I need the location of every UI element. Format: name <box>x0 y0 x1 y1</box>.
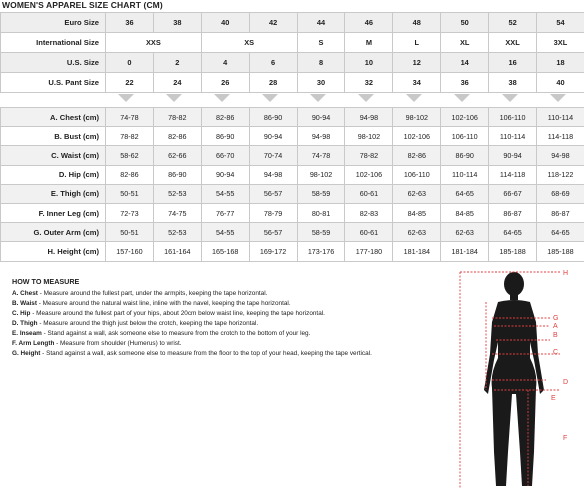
cell-us-size: 10 <box>345 53 393 73</box>
down-arrow-icon <box>358 94 374 102</box>
measure-term: F. Arm Length <box>12 340 55 347</box>
cell-euro: 44 <box>297 13 345 33</box>
measure-term: E. Inseam <box>12 330 42 337</box>
table-cell: 82-86 <box>106 165 154 184</box>
table-cell: 94-98 <box>249 165 297 184</box>
cell-us-pant: 32 <box>345 73 393 93</box>
cell-us-size: 0 <box>106 53 154 73</box>
table-cell: 52-53 <box>153 223 201 242</box>
table-cell: 78-82 <box>153 108 201 127</box>
row-label-euro: Euro Size <box>1 13 106 33</box>
table-cell: 102-106 <box>441 108 489 127</box>
cell-us-size: 12 <box>393 53 441 73</box>
body-measurement-table <box>0 107 584 262</box>
table-cell: 50-51 <box>106 223 154 242</box>
table-row <box>1 108 584 127</box>
table-cell: 181-184 <box>441 242 489 261</box>
cell-us-pant: 26 <box>201 73 249 93</box>
table-row <box>1 127 584 146</box>
table-cell: 64-65 <box>489 223 537 242</box>
table-row <box>1 53 584 73</box>
measure-text: - Stand against a wall, ask someone else to measure from the floor to the top of your head, keeping the tape vertical. <box>40 350 372 357</box>
table-cell: 62-66 <box>153 146 201 165</box>
table-cell: 86-87 <box>489 203 537 222</box>
list-item <box>12 289 462 299</box>
cell-us-size: 2 <box>153 53 201 73</box>
size-conversion-table <box>0 12 584 93</box>
table-cell: 157-160 <box>106 242 154 261</box>
table-cell: 114-118 <box>489 165 537 184</box>
table-row <box>1 73 584 93</box>
table-cell: 94-98 <box>537 146 584 165</box>
cell-us-pant: 28 <box>249 73 297 93</box>
table-cell: 82-86 <box>393 146 441 165</box>
cell-us-size: 16 <box>489 53 537 73</box>
table-cell: 64-65 <box>537 223 584 242</box>
table-cell: 169-172 <box>249 242 297 261</box>
row-label: A. Chest (cm) <box>1 108 106 127</box>
row-label: D. Hip (cm) <box>1 165 106 184</box>
measure-text: - Measure from shoulder (Humerus) to wrist. <box>54 340 182 347</box>
table-cell: 177-180 <box>345 242 393 261</box>
table-cell: 82-86 <box>201 108 249 127</box>
cell-us-size: 18 <box>537 53 584 73</box>
table-cell: 72-73 <box>106 203 154 222</box>
list-item <box>12 319 462 329</box>
cell-us-size: 6 <box>249 53 297 73</box>
table-cell: 60-61 <box>345 184 393 203</box>
cell-euro: 38 <box>153 13 201 33</box>
cell-us-pant: 36 <box>441 73 489 93</box>
woman-silhouette <box>484 272 544 486</box>
measure-text: - Measure around the thigh just below the crotch, keeping the tape horizontal. <box>37 320 259 327</box>
table-cell: 78-79 <box>249 203 297 222</box>
table-cell: 98-102 <box>393 108 441 127</box>
how-to-heading: HOW TO MEASURE <box>12 277 80 286</box>
table-cell: 118-122 <box>537 165 584 184</box>
table-cell: 90-94 <box>249 127 297 146</box>
cell-us-pant: 24 <box>153 73 201 93</box>
row-label: G. Outer Arm (cm) <box>1 223 106 242</box>
table-cell: 66-67 <box>489 184 537 203</box>
down-arrow-icon <box>310 94 326 102</box>
table-cell: 86-90 <box>441 146 489 165</box>
table-cell: 94-98 <box>345 108 393 127</box>
table-cell: 84-85 <box>441 203 489 222</box>
table-cell: 106-110 <box>489 108 537 127</box>
label-a: A <box>553 323 558 330</box>
cell-euro: 46 <box>345 13 393 33</box>
cell-euro: 36 <box>106 13 154 33</box>
down-arrow-icon <box>406 94 422 102</box>
down-arrow-icon <box>262 94 278 102</box>
table-cell: 90-94 <box>489 146 537 165</box>
table-cell: 58-59 <box>297 223 345 242</box>
table-cell: 181-184 <box>393 242 441 261</box>
measure-text: - Measure around the fullest part, under the armpits, keeping the tape horizontal. <box>37 290 268 297</box>
table-cell: 98-102 <box>297 165 345 184</box>
table-cell: 54-55 <box>201 223 249 242</box>
table-row <box>1 242 584 261</box>
row-label: H. Height (cm) <box>1 242 106 261</box>
table-row <box>1 13 584 33</box>
down-arrow-icon <box>118 94 134 102</box>
cell-intl: S <box>297 33 345 53</box>
table-cell: 86-87 <box>537 203 584 222</box>
cell-euro: 42 <box>249 13 297 33</box>
label-f: F <box>563 435 568 442</box>
table-cell: 86-90 <box>201 127 249 146</box>
row-label-international: International Size <box>1 33 106 53</box>
table-cell: 161-164 <box>153 242 201 261</box>
how-to-list <box>12 289 462 359</box>
cell-us-pant: 38 <box>489 73 537 93</box>
cell-intl: XXL <box>489 33 537 53</box>
cell-intl: L <box>393 33 441 53</box>
table-cell: 84-85 <box>393 203 441 222</box>
table-cell: 106-110 <box>441 127 489 146</box>
measure-term: A. Chest <box>12 290 38 297</box>
table-cell: 94-98 <box>297 127 345 146</box>
table-cell: 58-59 <box>297 184 345 203</box>
table-cell: 68-69 <box>537 184 584 203</box>
label-h: H <box>563 270 569 277</box>
table-cell: 106-110 <box>393 165 441 184</box>
cell-us-pant: 34 <box>393 73 441 93</box>
table-cell: 102-106 <box>393 127 441 146</box>
cell-euro: 54 <box>537 13 584 33</box>
body-measure-figure <box>458 262 584 490</box>
down-arrow-icon <box>454 94 470 102</box>
measure-term: D. Thigh <box>12 320 38 327</box>
table-cell: 110-114 <box>489 127 537 146</box>
down-arrow-icon <box>550 94 566 102</box>
list-item <box>12 309 462 319</box>
cell-us-pant: 22 <box>106 73 154 93</box>
table-cell: 56-57 <box>249 223 297 242</box>
table-cell: 74-75 <box>153 203 201 222</box>
down-arrow-icon <box>502 94 518 102</box>
table-cell: 62-63 <box>441 223 489 242</box>
table-cell: 185-188 <box>489 242 537 261</box>
cell-intl: XL <box>441 33 489 53</box>
table-cell: 70-74 <box>249 146 297 165</box>
measure-text: - Stand against a wall, ask someone else to measure from the crotch to the bottom of your leg. <box>41 330 311 337</box>
measure-term: B. Waist <box>12 300 37 307</box>
table-row <box>1 146 584 165</box>
row-label: B. Bust (cm) <box>1 127 106 146</box>
row-label: E. Thigh (cm) <box>1 184 106 203</box>
table-cell: 74-78 <box>106 108 154 127</box>
table-cell: 52-53 <box>153 184 201 203</box>
down-arrow-icon <box>166 94 182 102</box>
row-label: F. Inner Leg (cm) <box>1 203 106 222</box>
cell-us-size: 8 <box>297 53 345 73</box>
table-cell: 62-63 <box>393 184 441 203</box>
table-row <box>1 165 584 184</box>
chart-title: WOMEN'S APPAREL SIZE CHART (CM) <box>2 0 163 10</box>
cell-intl: M <box>345 33 393 53</box>
down-arrow-icon <box>214 94 230 102</box>
measure-text: - Measure around the natural waist line, inline with the navel, keeping the tape horizontal. <box>36 300 291 307</box>
list-item <box>12 349 462 359</box>
table-cell: 102-106 <box>345 165 393 184</box>
table-cell: 82-86 <box>153 127 201 146</box>
table-row <box>1 184 584 203</box>
table-cell: 80-81 <box>297 203 345 222</box>
row-label: C. Waist (cm) <box>1 146 106 165</box>
cell-us-size: 4 <box>201 53 249 73</box>
table-cell: 78-82 <box>106 127 154 146</box>
table-cell: 50-51 <box>106 184 154 203</box>
table-cell: 173-176 <box>297 242 345 261</box>
cell-euro: 52 <box>489 13 537 33</box>
measure-term: C. Hip <box>12 310 31 317</box>
table-cell: 98-102 <box>345 127 393 146</box>
list-item <box>12 329 462 339</box>
how-to-measure <box>12 277 462 359</box>
cell-intl: 3XL <box>537 33 584 53</box>
table-cell: 86-90 <box>249 108 297 127</box>
list-item <box>12 339 462 349</box>
table-cell: 62-63 <box>393 223 441 242</box>
table-cell: 54-55 <box>201 184 249 203</box>
list-item <box>12 299 462 309</box>
table-cell: 90-94 <box>201 165 249 184</box>
table-cell: 56-57 <box>249 184 297 203</box>
cell-intl: XXS <box>106 33 202 53</box>
cell-euro: 50 <box>441 13 489 33</box>
table-cell: 64-65 <box>441 184 489 203</box>
cell-us-pant: 40 <box>537 73 584 93</box>
cell-us-size: 14 <box>441 53 489 73</box>
cell-euro: 48 <box>393 13 441 33</box>
label-e: E <box>551 395 556 402</box>
table-cell: 90-94 <box>297 108 345 127</box>
table-cell: 165-168 <box>201 242 249 261</box>
label-g: G <box>553 315 559 322</box>
cell-us-pant: 30 <box>297 73 345 93</box>
table-row <box>1 203 584 222</box>
label-d: D <box>563 379 569 386</box>
table-cell: 114-118 <box>537 127 584 146</box>
table-cell: 82-83 <box>345 203 393 222</box>
cell-intl: XS <box>201 33 297 53</box>
table-cell: 185-188 <box>537 242 584 261</box>
table-row <box>1 33 584 53</box>
label-c: C <box>553 349 559 356</box>
measure-term: G. Height <box>12 350 41 357</box>
column-arrows <box>0 93 584 105</box>
table-cell: 58-62 <box>106 146 154 165</box>
table-cell: 74-78 <box>297 146 345 165</box>
table-cell: 76-77 <box>201 203 249 222</box>
table-cell: 78-82 <box>345 146 393 165</box>
table-cell: 60-61 <box>345 223 393 242</box>
table-row <box>1 223 584 242</box>
table-cell: 110-114 <box>537 108 584 127</box>
row-label-us-pant: U.S. Pant Size <box>1 73 106 93</box>
table-cell: 66-70 <box>201 146 249 165</box>
row-label-us-size: U.S. Size <box>1 53 106 73</box>
measure-text: - Measure around the fullest part of your hips, about 20cm below waist line, keeping the tape horizontal. <box>30 310 325 317</box>
label-b: B <box>553 332 558 339</box>
table-cell: 110-114 <box>441 165 489 184</box>
cell-euro: 40 <box>201 13 249 33</box>
table-cell: 86-90 <box>153 165 201 184</box>
